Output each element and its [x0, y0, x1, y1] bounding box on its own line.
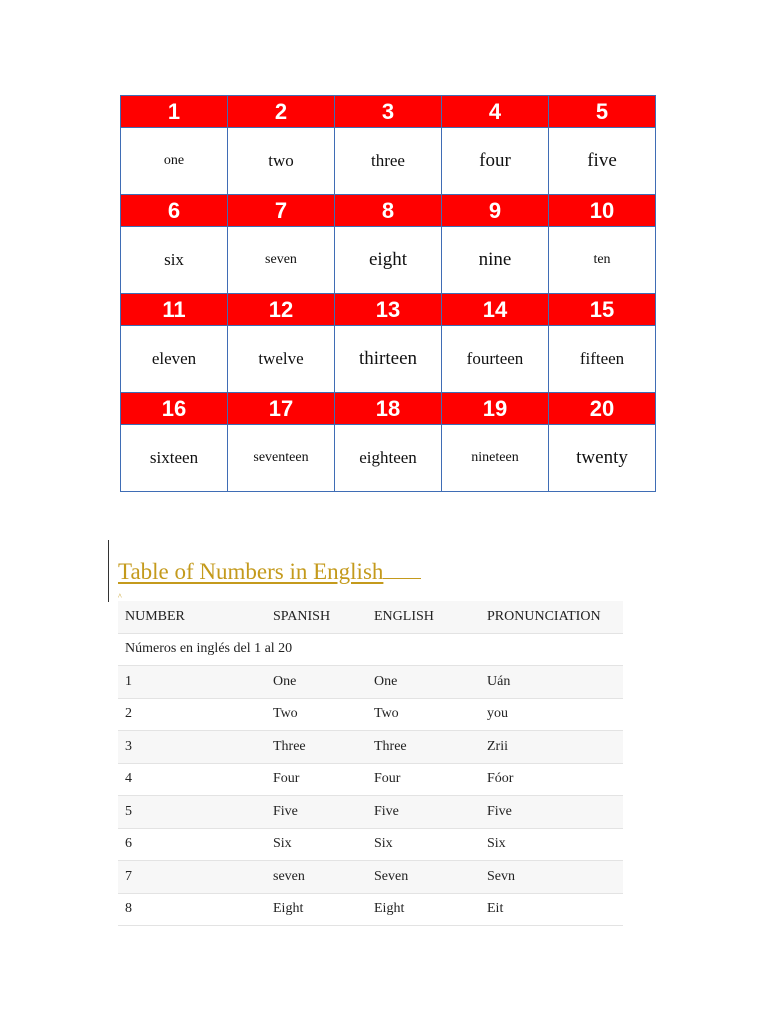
table-cell: Eight [367, 893, 480, 926]
table-cell: Three [367, 731, 480, 764]
table-cell: Zrii [480, 731, 623, 764]
table-cell: Two [266, 698, 367, 731]
table-row [118, 731, 623, 764]
grid-number-cell: 11 [121, 294, 228, 326]
table-cell: Six [367, 828, 480, 861]
grid-number-cell: 9 [442, 195, 549, 227]
column-header: SPANISH [266, 601, 367, 633]
grid-number-cell: 4 [442, 96, 549, 128]
table-cell: 7 [118, 861, 266, 894]
column-header: PRONUNCIATION [480, 601, 623, 633]
table-cell: Five [266, 796, 367, 829]
grid-number-cell: 17 [228, 393, 335, 425]
table-cell: 3 [118, 731, 266, 764]
grid-word-cell: ten [549, 227, 656, 294]
grid-number-cell: 5 [549, 96, 656, 128]
grid-word-cell: two [228, 128, 335, 195]
table-cell: Three [266, 731, 367, 764]
grid-word-cell: thirteen [335, 326, 442, 393]
grid-word-cell: twenty [549, 425, 656, 492]
grid-number-cell: 6 [121, 195, 228, 227]
grid-word-cell: four [442, 128, 549, 195]
grid-number-cell: 20 [549, 393, 656, 425]
table-cell: Eight [266, 893, 367, 926]
grid-number-cell: 19 [442, 393, 549, 425]
grid-number-row [121, 96, 656, 128]
table-cell: you [480, 698, 623, 731]
grid-number-row [121, 393, 656, 425]
grid-word-cell: three [335, 128, 442, 195]
grid-word-row [121, 425, 656, 492]
table-cell: One [367, 666, 480, 699]
grid-word-cell: nineteen [442, 425, 549, 492]
grid-number-cell: 7 [228, 195, 335, 227]
grid-word-cell: eleven [121, 326, 228, 393]
grid-word-row [121, 326, 656, 393]
number-grid [120, 95, 656, 492]
anchor-mark: ^ [118, 592, 122, 601]
table-row [118, 893, 623, 926]
numbers-table-heading-link[interactable]: Table of Numbers in English [118, 556, 421, 585]
table-row [118, 796, 623, 829]
grid-word-cell: eighteen [335, 425, 442, 492]
grid-word-cell: seven [228, 227, 335, 294]
table-subheader-row [118, 633, 623, 666]
table-cell: Uán [480, 666, 623, 699]
grid-word-cell: five [549, 128, 656, 195]
table-row [118, 861, 623, 894]
table-row [118, 698, 623, 731]
table-cell: One [266, 666, 367, 699]
table-cell: Four [367, 763, 480, 796]
table-cell: Six [480, 828, 623, 861]
table-subheader: Números en inglés del 1 al 20 [118, 633, 623, 666]
table-cell: Five [480, 796, 623, 829]
text-cursor-bar [108, 540, 109, 602]
heading-underline-tail [383, 556, 421, 579]
grid-word-cell: eight [335, 227, 442, 294]
grid-word-cell: fourteen [442, 326, 549, 393]
table-cell: Seven [367, 861, 480, 894]
table-cell: 8 [118, 893, 266, 926]
grid-word-cell: nine [442, 227, 549, 294]
grid-number-row [121, 195, 656, 227]
grid-number-cell: 18 [335, 393, 442, 425]
table-cell: 2 [118, 698, 266, 731]
column-header: ENGLISH [367, 601, 480, 633]
column-header: NUMBER [118, 601, 266, 633]
table-cell: 4 [118, 763, 266, 796]
table-cell: Five [367, 796, 480, 829]
table-row [118, 828, 623, 861]
table-row [118, 666, 623, 699]
grid-number-cell: 1 [121, 96, 228, 128]
grid-number-cell: 12 [228, 294, 335, 326]
grid-word-cell: seventeen [228, 425, 335, 492]
table-cell: 5 [118, 796, 266, 829]
grid-number-cell: 10 [549, 195, 656, 227]
grid-word-cell: one [121, 128, 228, 195]
grid-number-cell: 3 [335, 96, 442, 128]
grid-number-cell: 15 [549, 294, 656, 326]
grid-number-cell: 8 [335, 195, 442, 227]
english-numbers-table [118, 601, 623, 926]
grid-word-cell: six [121, 227, 228, 294]
table-cell: Eit [480, 893, 623, 926]
grid-number-row [121, 294, 656, 326]
grid-number-cell: 14 [442, 294, 549, 326]
grid-number-cell: 16 [121, 393, 228, 425]
table-cell: Four [266, 763, 367, 796]
grid-number-cell: 2 [228, 96, 335, 128]
table-cell: 6 [118, 828, 266, 861]
table-header-row [118, 601, 623, 633]
grid-number-cell: 13 [335, 294, 442, 326]
grid-word-row [121, 128, 656, 195]
table-cell: Fóor [480, 763, 623, 796]
table-cell: Sevn [480, 861, 623, 894]
table-cell: seven [266, 861, 367, 894]
grid-word-row [121, 227, 656, 294]
table-row [118, 763, 623, 796]
table-cell: Two [367, 698, 480, 731]
table-cell: Six [266, 828, 367, 861]
table-cell: 1 [118, 666, 266, 699]
grid-word-cell: fifteen [549, 326, 656, 393]
grid-word-cell: twelve [228, 326, 335, 393]
grid-word-cell: sixteen [121, 425, 228, 492]
